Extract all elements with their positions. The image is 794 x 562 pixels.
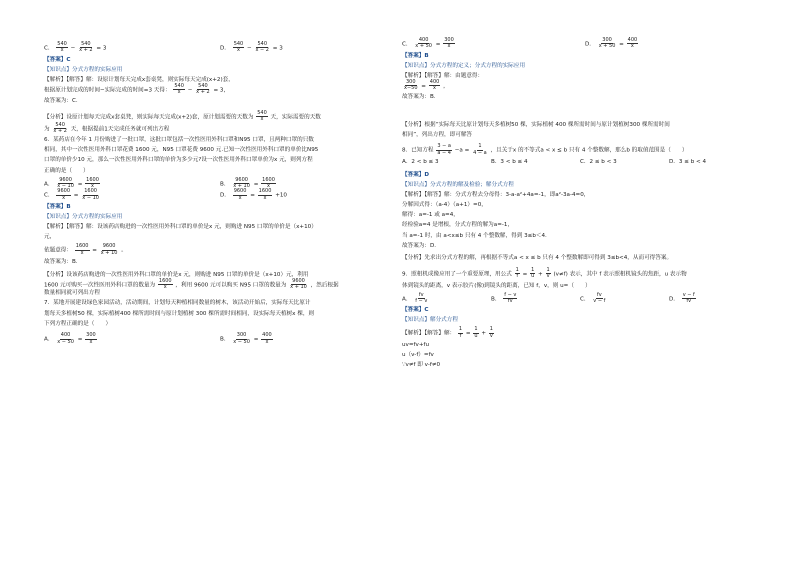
q5-analysis-line-3: 故答案为：C. (44, 98, 78, 105)
q9-answer: 【答案】C (402, 307, 429, 314)
q6-fenxi-line-2: 1600 元可购买一次性医用外科口罩的数量为 $\frac{1600}{x}$ ，利用 9600 元可以购买 N95 口罩的数量为 $\frac{9600}{x + 10}$ ，然后根据 (44, 277, 339, 290)
q8-option-c: C．2 ≤ b < 3 (580, 158, 617, 165)
q8-analysis-line-3: 解得：a=-1 或 a=4， (402, 212, 459, 219)
q6-stem-line-1: 6．某药店在今年 1 月份购进了一批口罩，这批口罩包括一次性医用外科口罩和N95 口罩，且两种口罩的只数 (44, 137, 314, 144)
q7-stem-line-1: 7．某地开展建设绿色家园活动，活动期间，计划每天种植相同数量的树木，该活动开始后，实际每天比原计 (44, 300, 311, 307)
q9-option-a: A． $\frac{fv}{f - v}$ (402, 291, 428, 304)
q5-option-c: C． $\frac{540}{x}$ − $\frac{540}{x + 2}$ = 3 (44, 41, 107, 54)
q6-knowledge-point: 【知识点】分式方程的实际应用 (44, 213, 123, 220)
q5-answer: 【答案】C (44, 56, 71, 63)
q6-option-a: A． $\frac{9600}{x - 10}$ = $\frac{1600}{x}$ (44, 176, 99, 189)
q9-option-d: D． $\frac{v - f}{fv}$ (669, 291, 695, 304)
q7-analysis-line-3: 故答案为：B. (402, 94, 436, 101)
q8-analysis-line-4: 经检验a=4 是增根，分式方程的解为a=-1， (402, 222, 514, 229)
q6-stem-line-4: 正确的是（ ） (44, 167, 89, 174)
q7-fenxi-line-2: 相同”，列出方程，即可解答 (402, 131, 473, 138)
left-column (44, 30, 386, 345)
q8-fenxi: 【分析】先求出分式方程的解，再根据不等式a < x ≤ b 只有 4 个整数解即可得到 3≤b<4，从而可得答案。 (402, 255, 673, 262)
q6-option-d: D． $\frac{9600}{x}$ = $\frac{1600}{x}$ +10 (220, 188, 287, 201)
q5-knowledge-point: 【知识点】分式方程的实际应用 (44, 66, 123, 73)
q6-options-cd (44, 189, 386, 201)
q6-stem-line-2: 相同，其中一次性医用外科口罩花费 1600 元，N95 口罩花费 9600 元.已知一次性医用外科口罩的单价比N95 (44, 147, 319, 154)
q5-fenxi-line-1: 【分析】设原计划每天完成x套桌凳，则实际每天完成(x+2)套，原计划需要的天数为 $\frac{540}{x}$ 天，实际需要的天数 (44, 110, 321, 123)
q7-answer: 【答案】B (402, 52, 429, 59)
q9-stem-line-2: 体到镜头的距离，v 表示胶片(像)到镜头的距离，已知 f，v，则 u=（ ） (402, 282, 591, 289)
q7-options-cd (402, 38, 758, 50)
q7-analysis-line-1: 【解析】【解答】解：由题意得： (402, 72, 484, 79)
q6-analysis-line-1: 【解析】【解答】解：设该药店购进的一次性医用外科口罩的单价是x 元，则购进 N95 口罩的单价是（x+10） (44, 224, 317, 231)
q9-analysis-line-3: u（v-f）=fv (402, 352, 434, 359)
q6-analysis-line-2: 元， (44, 234, 56, 241)
q7-analysis-line-2: $\frac{300}{x-50}$ = $\frac{400}{x}$ ， (404, 78, 449, 92)
q7-knowledge-point: 【知识点】分式方程的定义；分式方程的实际应用 (402, 62, 526, 69)
q8-knowledge-point: 【知识点】分式方程的解及检验；解分式方程 (402, 181, 514, 188)
q6-analysis-line-3: 依题意得： $\frac{1600}{x}$ = $\frac{9600}{x + 10}$ 。 (44, 243, 127, 256)
q8-option-d: D．3 ≤ b < 4 (669, 158, 707, 165)
q6-stem-line-3: 口罩的单价少10 元，那么一次性医用外科口罩的单价为多少元?设一次性医用外科口罩单价为x 元，则列方程 (44, 157, 313, 164)
q6-option-c: C． $\frac{9600}{x}$ = $\frac{1600}{x - 10}$ (44, 188, 99, 201)
q8-analysis-line-6: 故答案为：D. (402, 242, 437, 249)
q5-options-cd (44, 42, 386, 54)
q8-option-b: B．3 < b ≤ 4 (491, 158, 528, 165)
q9-option-c: C． $\frac{fv}{v - f}$ (580, 291, 606, 304)
q7-option-a: A． $\frac{400}{x - 50}$ = $\frac{300}{x}$ (44, 332, 96, 345)
q9-option-b: B． $\frac{f - v}{fv}$ (491, 291, 517, 304)
q5-fenxi-line-2: 为 $\frac{540}{x + 2}$ 天，根据提前1天完成任务就可列出方程 (44, 121, 170, 134)
q9-stem-line-1: 9．照相机成像应用了一个重要原理，用公式 $\frac{1}{f}$ = $\frac{1}{u}$ + $\frac{1}{v}$ (v≠f) 表示，其中 f 表示照相机镜头的焦距，u 表示物 (402, 267, 687, 280)
q9-analysis-line-4: ∵v≠f 即 v-f≠0 (402, 362, 441, 369)
q8-analysis-line-2: 分解因式得：（a-4）（a+1）=0， (402, 202, 487, 209)
q7-options-ab (44, 333, 386, 345)
right-column (402, 30, 758, 369)
q7-option-d: D． $\frac{300}{x + 50}$ = $\frac{400}{x}$ (585, 37, 638, 50)
q9-analysis-line-1: 【解析】【解答】解： $\frac{1}{f}$ = $\frac{1}{u}$ + $\frac{1}{v}$ (402, 326, 493, 339)
q8-stem-line-1: 8．已知方程 $\frac{3 - a}{a - 4}$ −a = $\frac{1}{4 - a}$ ，且关于x 的不等式a < x ≤ b 只有 4 个整数解，那么b 的取值范围是（ ） (402, 143, 688, 156)
q8-analysis-line-5: 当 a=-1 时，由 a<x≤b 只有 4 个整数解，得到 3≤b＜4. (402, 232, 547, 239)
q8-analysis-line-1: 【解析】【解答】解：分式方程去分母得：3-a-a²+4a=-1，即a²-3a-4=0， (402, 191, 590, 198)
q6-option-b: B． $\frac{9600}{x + 10}$ = $\frac{1600}{x}$ (220, 176, 275, 189)
q7-stem-line-2: 划每天多植树50 棵，实际植树400 棵所需时间与原计划植树 300 棵所需时间相同，设实际每天植树x 棵，则 (44, 310, 315, 317)
q6-fenxi-line-3: 数量相同就可列出方程 (44, 290, 100, 297)
q7-option-b: B． $\frac{300}{x - 50}$ = $\frac{400}{x}$ (220, 332, 272, 345)
q9-options (402, 293, 758, 305)
q5-analysis-line-1: 【解析】【解答】解：设原计划每天完成x套桌凳，则实际每天完成(x+2)套， (44, 76, 234, 83)
q9-analysis-line-2: uv=fv+fu (402, 341, 430, 348)
q8-options (402, 159, 758, 166)
q6-fenxi-line-1: 【分析】设该药店购进的一次性医用外科口罩的单价是x 元，则购进 N95 口罩的单价是（x+10）元，利用 (44, 271, 309, 278)
q6-answer: 【答案】B (44, 203, 71, 210)
q5-option-d: D． $\frac{540}{x}$ − $\frac{540}{x - 2}$ = 3 (220, 41, 283, 54)
q8-answer: 【答案】D (402, 171, 430, 178)
q6-analysis-line-4: 故答案为：B. (44, 258, 78, 265)
q8-option-a: A．2 < b ≤ 3 (402, 158, 439, 165)
q7-option-c: C． $\frac{400}{x + 50}$ = $\frac{300}{x}$ (402, 37, 454, 50)
q5-analysis-line-2: 根据原计划完成的时间−实际完成的时间=3 天得： $\frac{540}{x}$ − $\frac{540}{x + 2}$ = 3， (44, 82, 230, 96)
q7-fenxi-line-1: 【分析】根据“实际每天比原计划每天多植树50 棵，实际植树 400 棵所需时间与原计划植树300 棵所需时间 (402, 121, 670, 128)
q7-stem-line-3: 下列方程正确的是（ ） (44, 320, 112, 327)
q9-knowledge-point: 【知识点】解分式方程 (402, 317, 458, 324)
